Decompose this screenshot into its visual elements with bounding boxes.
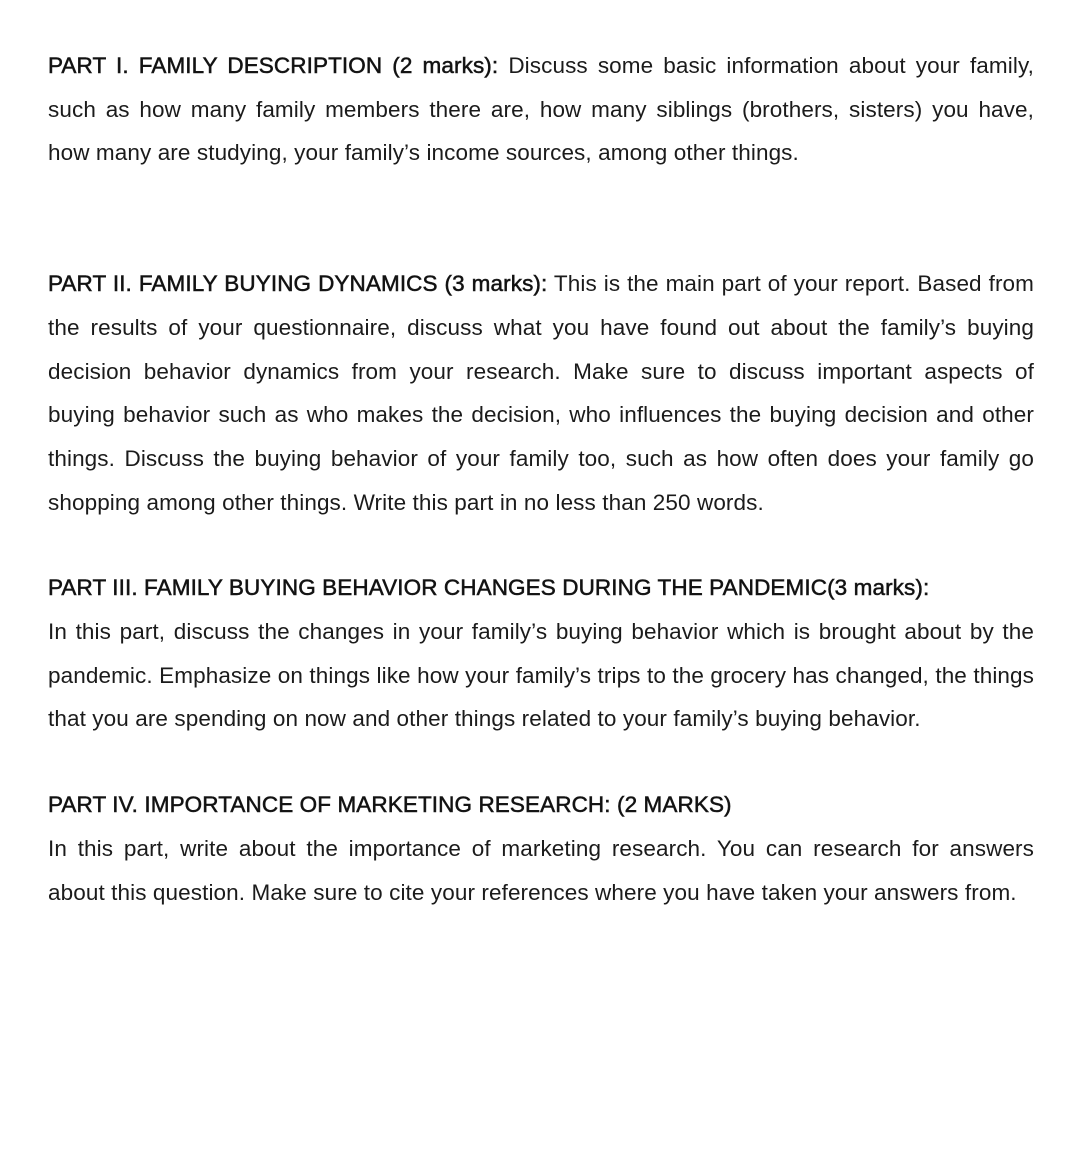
part-3-pandemic-changes	[48, 566, 1034, 741]
document	[48, 44, 1034, 914]
part-1-heading: PART I. FAMILY DESCRIPTION (2 marks):	[48, 53, 499, 78]
part-2-body: This is the main part of your report. Based from the results of your questionnaire, discuss what you have found out about the family’s buying decision behavior dynamics from your research. Make sure to discuss important aspects of buying behavior such as who makes the decision, who influences the buying decision and other things. Discuss the buying behavior of your family too, such as how often does your family go shopping among other things. Write this part in no less than 250 words.	[48, 271, 1034, 515]
part-1-body: Discuss some basic information about your family, such as how many family members there are, how many siblings (brothers, sisters) you have, how many are studying, your family’s income sources, among other things.	[48, 53, 1034, 166]
part-4-marketing-research	[48, 783, 1034, 914]
part-3-heading: PART III. FAMILY BUYING BEHAVIOR CHANGES DURING THE PANDEMIC(3 marks):	[48, 575, 930, 601]
part-1-family-description	[48, 44, 1034, 175]
part-4-body: In this part, write about the importance of marketing research. You can research for answers about this question. Make sure to cite your references where you have taken your answers from.	[48, 835, 1034, 905]
part-3-body: In this part, discuss the changes in your family’s buying behavior which is brought about by the pandemic. Emphasize on things like how your family’s trips to the grocery has changed, the things that you are spending on now and other things related to your family’s buying behavior.	[48, 619, 1034, 732]
part-2-heading: PART II. FAMILY BUYING DYNAMICS (3 marks):	[48, 271, 548, 297]
part-4-heading: PART IV. IMPORTANCE OF MARKETING RESEARCH: (2 MARKS)	[48, 792, 732, 818]
part-2-family-buying-dynamics	[48, 262, 1034, 524]
